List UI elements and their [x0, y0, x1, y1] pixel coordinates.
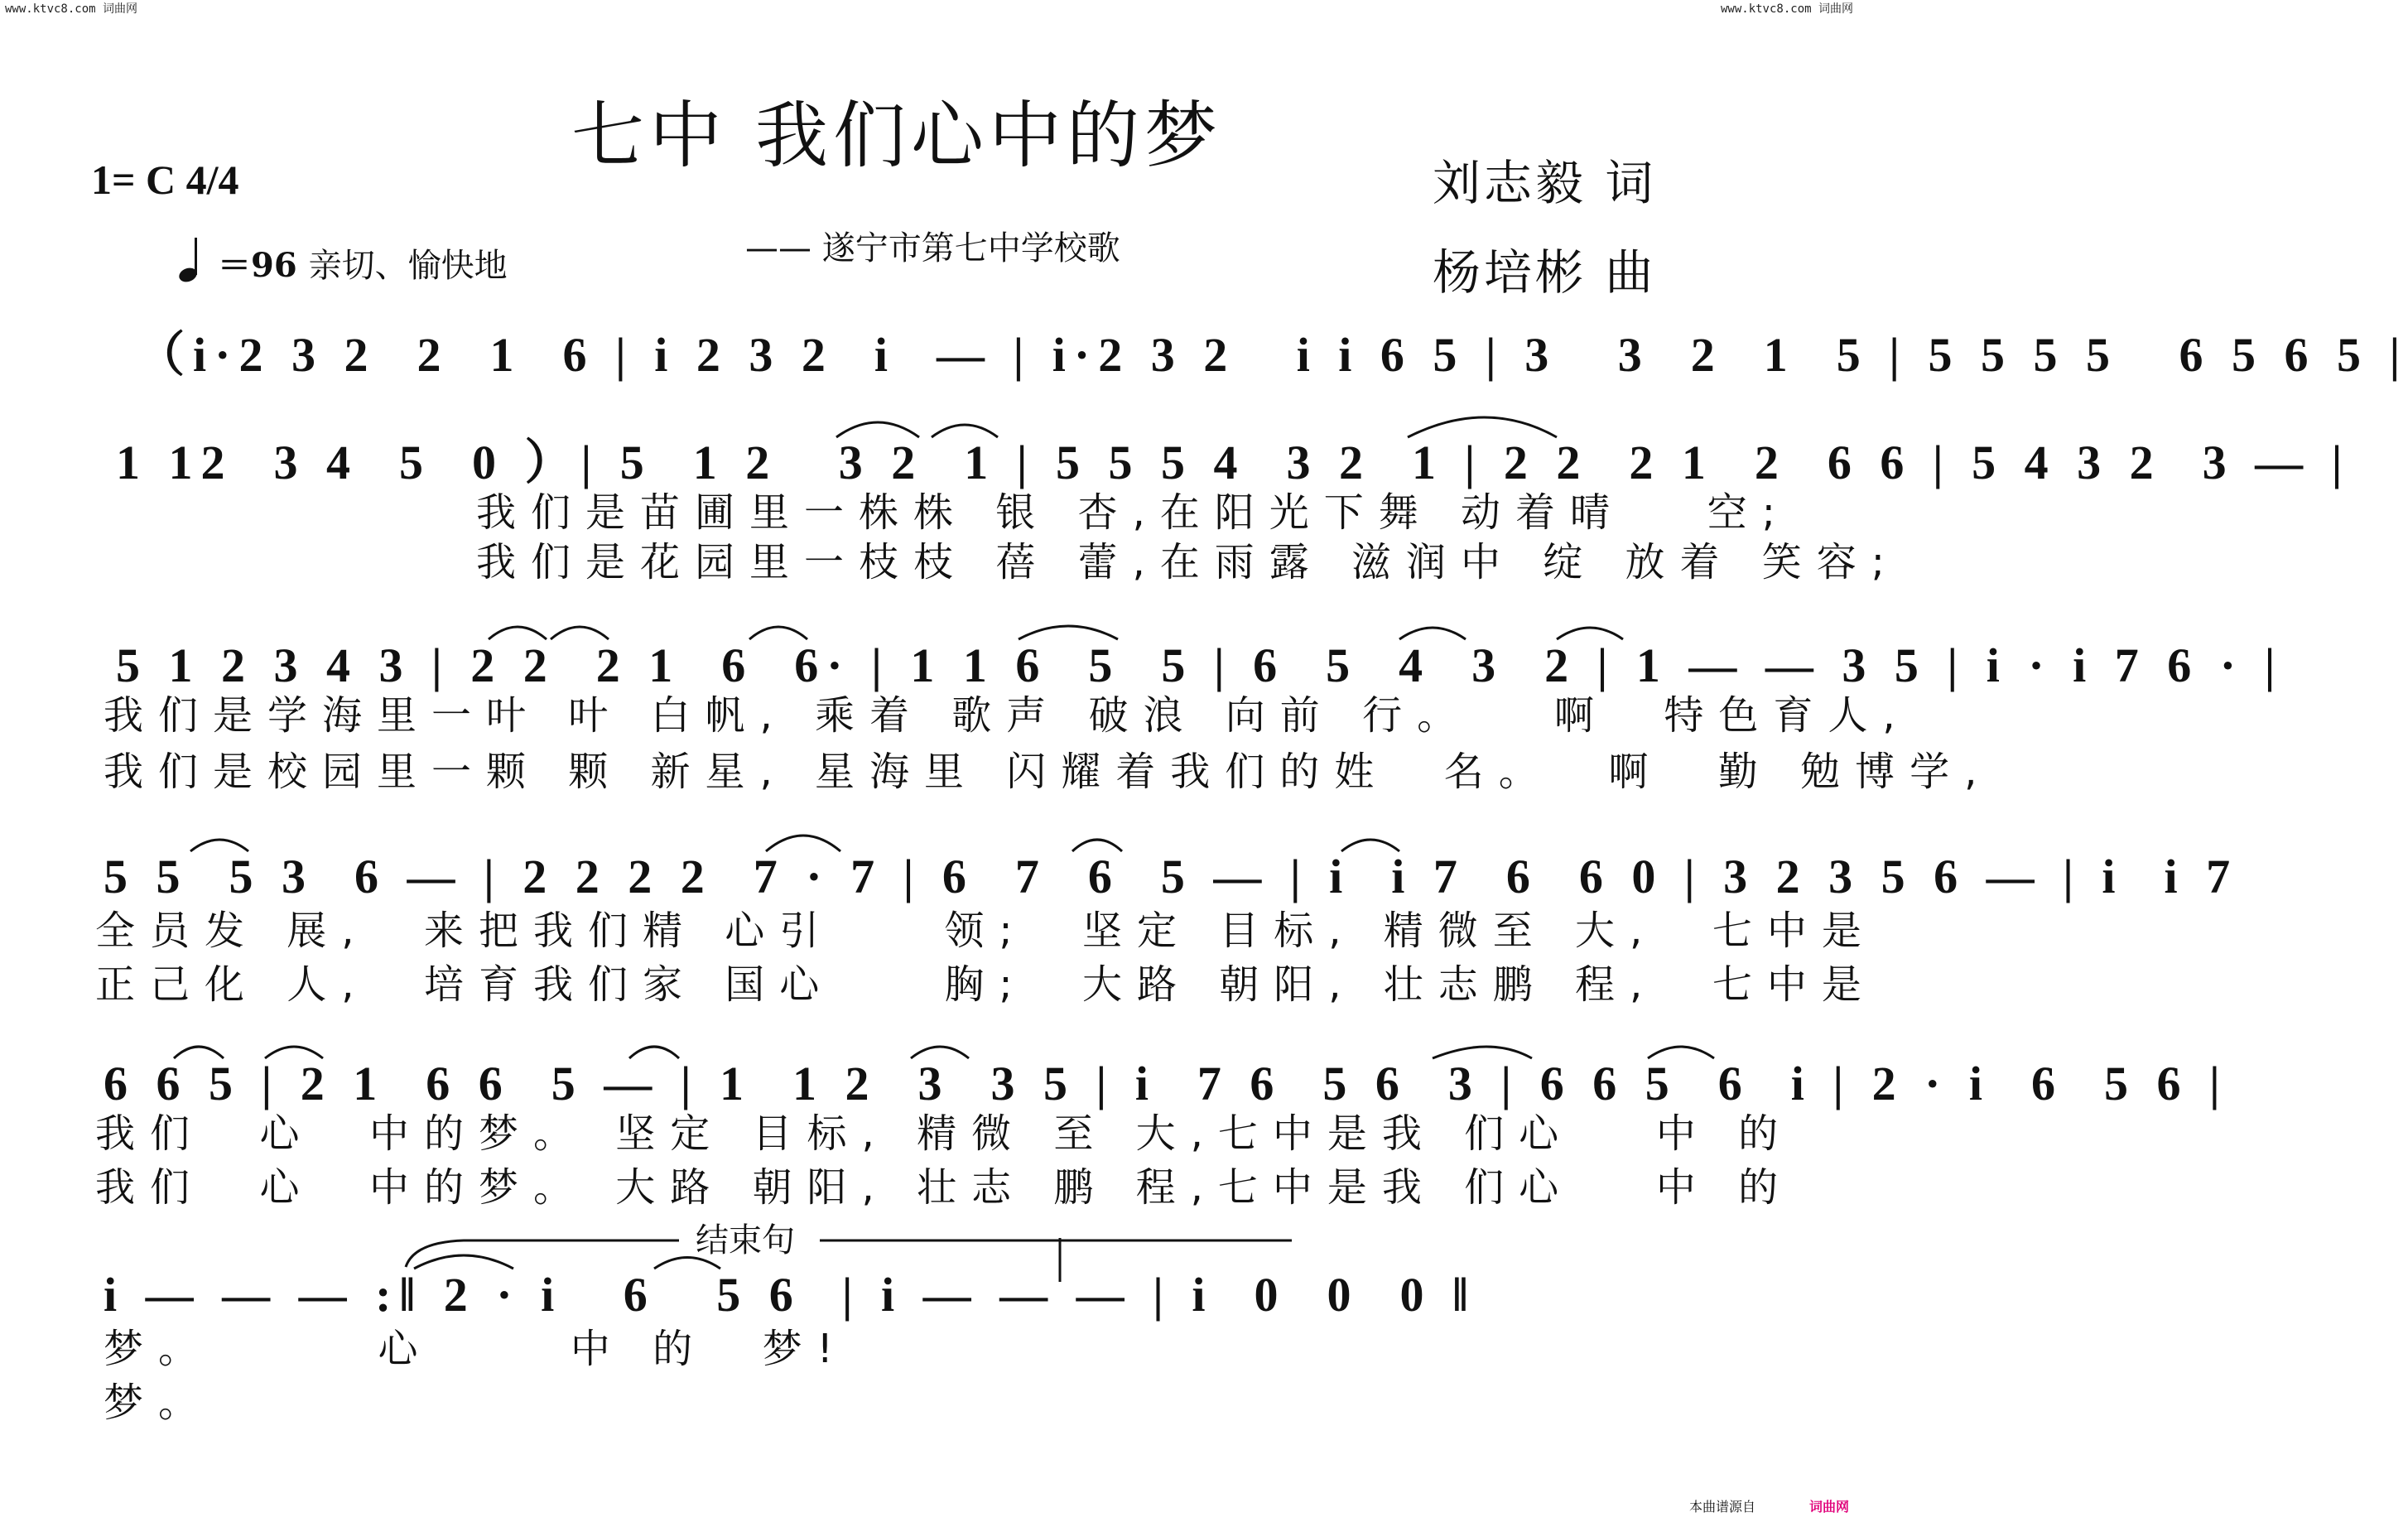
slur: [1433, 1047, 1532, 1058]
ending-phrase-label: 结束句: [696, 1221, 795, 1260]
slur: [629, 1047, 679, 1058]
lyrics-row-2-verse-1: 我们是苗圃里一株株 银 杏,在阳光下舞 动着晴 空;: [476, 489, 1790, 536]
slur: [749, 627, 807, 639]
slur: [1557, 628, 1623, 639]
notation-row-1: （i·2 3 2 2 1 6 | i 2 3 2 i — | i·2 3 2 i i 6 5 | 3 3 2 1 5 | 5 5 5 5 6 5 6 5 |: [137, 328, 2408, 382]
slur: [932, 425, 998, 437]
footer-brand: 词曲网: [1809, 1499, 1850, 1515]
slur: [766, 836, 840, 851]
notation-row-6: i — — — :‖ 2 · i 6 5 6 | i — — — | i 0 0 0 ‖: [104, 1268, 1476, 1322]
slur: [190, 840, 248, 851]
ending-bracket-left: [406, 1240, 679, 1267]
slur: [836, 422, 919, 437]
site-watermark-left: www.ktvc8.com 词曲网: [5, 2, 138, 16]
slur: [654, 1258, 720, 1269]
slur: [1648, 1047, 1714, 1058]
slur: [1408, 417, 1557, 437]
slur: [911, 1047, 969, 1058]
lyrics-row-4-verse-1: 全员发 展, 来把我们精 心引 领; 坚定 目标, 精微至 大, 七中是: [95, 908, 1876, 954]
footer-source: 本曲谱源自: [1689, 1499, 1756, 1515]
notation-row-5: 6 6 5 | 2 1 6 6 5 — | 1 1 2 3 3 5 | i 7 6 5 6 3 | 6 6 5 6 i | 2 · i 6 5 6 |: [104, 1057, 2228, 1110]
notation-row-2: 1 12 3 4 5 0 ）| 5 1 2 3 2 1 | 5 5 5 4 3 2 1 | 2 2 2 1 2 6 6 | 5 4 3 2 3 — |: [116, 436, 2351, 489]
lyrics-row-3-verse-1: 我们是学海里一叶 叶 白帆, 乘着 歌声 破浪 向前 行。 啊 特色育人,: [104, 692, 1910, 739]
subtitle: —— 遂宁市第七中学校歌: [745, 229, 1120, 267]
expression-marking: 亲切、愉快地: [308, 247, 508, 285]
lyrics-row-4-verse-2: 正己化 人, 培育我们家 国心 胸; 大路 朝阳, 壮志鹏 程, 七中是: [95, 961, 1876, 1008]
lyrics-row-2-verse-2: 我们是花园里一枝枝 蓓 蕾,在雨露 滋润中 绽 放着 笑容;: [476, 539, 1900, 585]
lyrics-row-6-verse-1: 梦。 心 中 的 梦!: [104, 1326, 848, 1372]
slur: [1019, 626, 1118, 639]
lyricist: 刘志毅 词: [1433, 155, 1657, 211]
slur: [265, 1047, 323, 1058]
slur: [1399, 628, 1466, 639]
key-signature: 1= C 4/4: [91, 157, 239, 203]
slur: [1072, 840, 1122, 851]
lyrics-row-5-verse-2: 我们 心 中的梦。 大路 朝阳, 壮志 鹏 程,七中是我 们心 中 的: [95, 1164, 1794, 1211]
composer: 杨培彬 曲: [1433, 244, 1657, 301]
lyrics-row-6-verse-2: 梦。: [104, 1380, 214, 1426]
notation-row-4: 5 5 5 3 6 — | 2 2 2 2 7 · 7 | 6 7 6 5 — | i i 7 6 6 0 | 3 2 3 5 6 — | i i 7: [104, 850, 2239, 903]
lyrics-row-3-verse-2: 我们是校园里一颗 颗 新星, 星海里 闪耀着我们的姓 名。 啊 勤 勉博学,: [104, 749, 1992, 795]
tempo-value: ＝96: [218, 246, 297, 285]
notation-row-3: 5 1 2 3 4 3 | 2 2 2 1 6 6· | 1 1 6 5 5 | 6 5 4 3 2 | 1 — — 3 5 | i · i 7 6 · |: [116, 638, 2284, 692]
slur: [414, 1255, 513, 1269]
slur: [1341, 840, 1399, 851]
slur: [174, 1047, 224, 1058]
slur: [551, 627, 609, 639]
slur: [489, 627, 547, 639]
site-watermark-right: www.ktvc8.com 词曲网: [1720, 2, 1853, 16]
lyrics-row-5-verse-1: 我们 心 中的梦。 坚定 目标, 精微 至 大,七中是我 们心 中 的: [95, 1110, 1794, 1157]
song-title: 七中 我们心中的梦: [571, 93, 1222, 178]
